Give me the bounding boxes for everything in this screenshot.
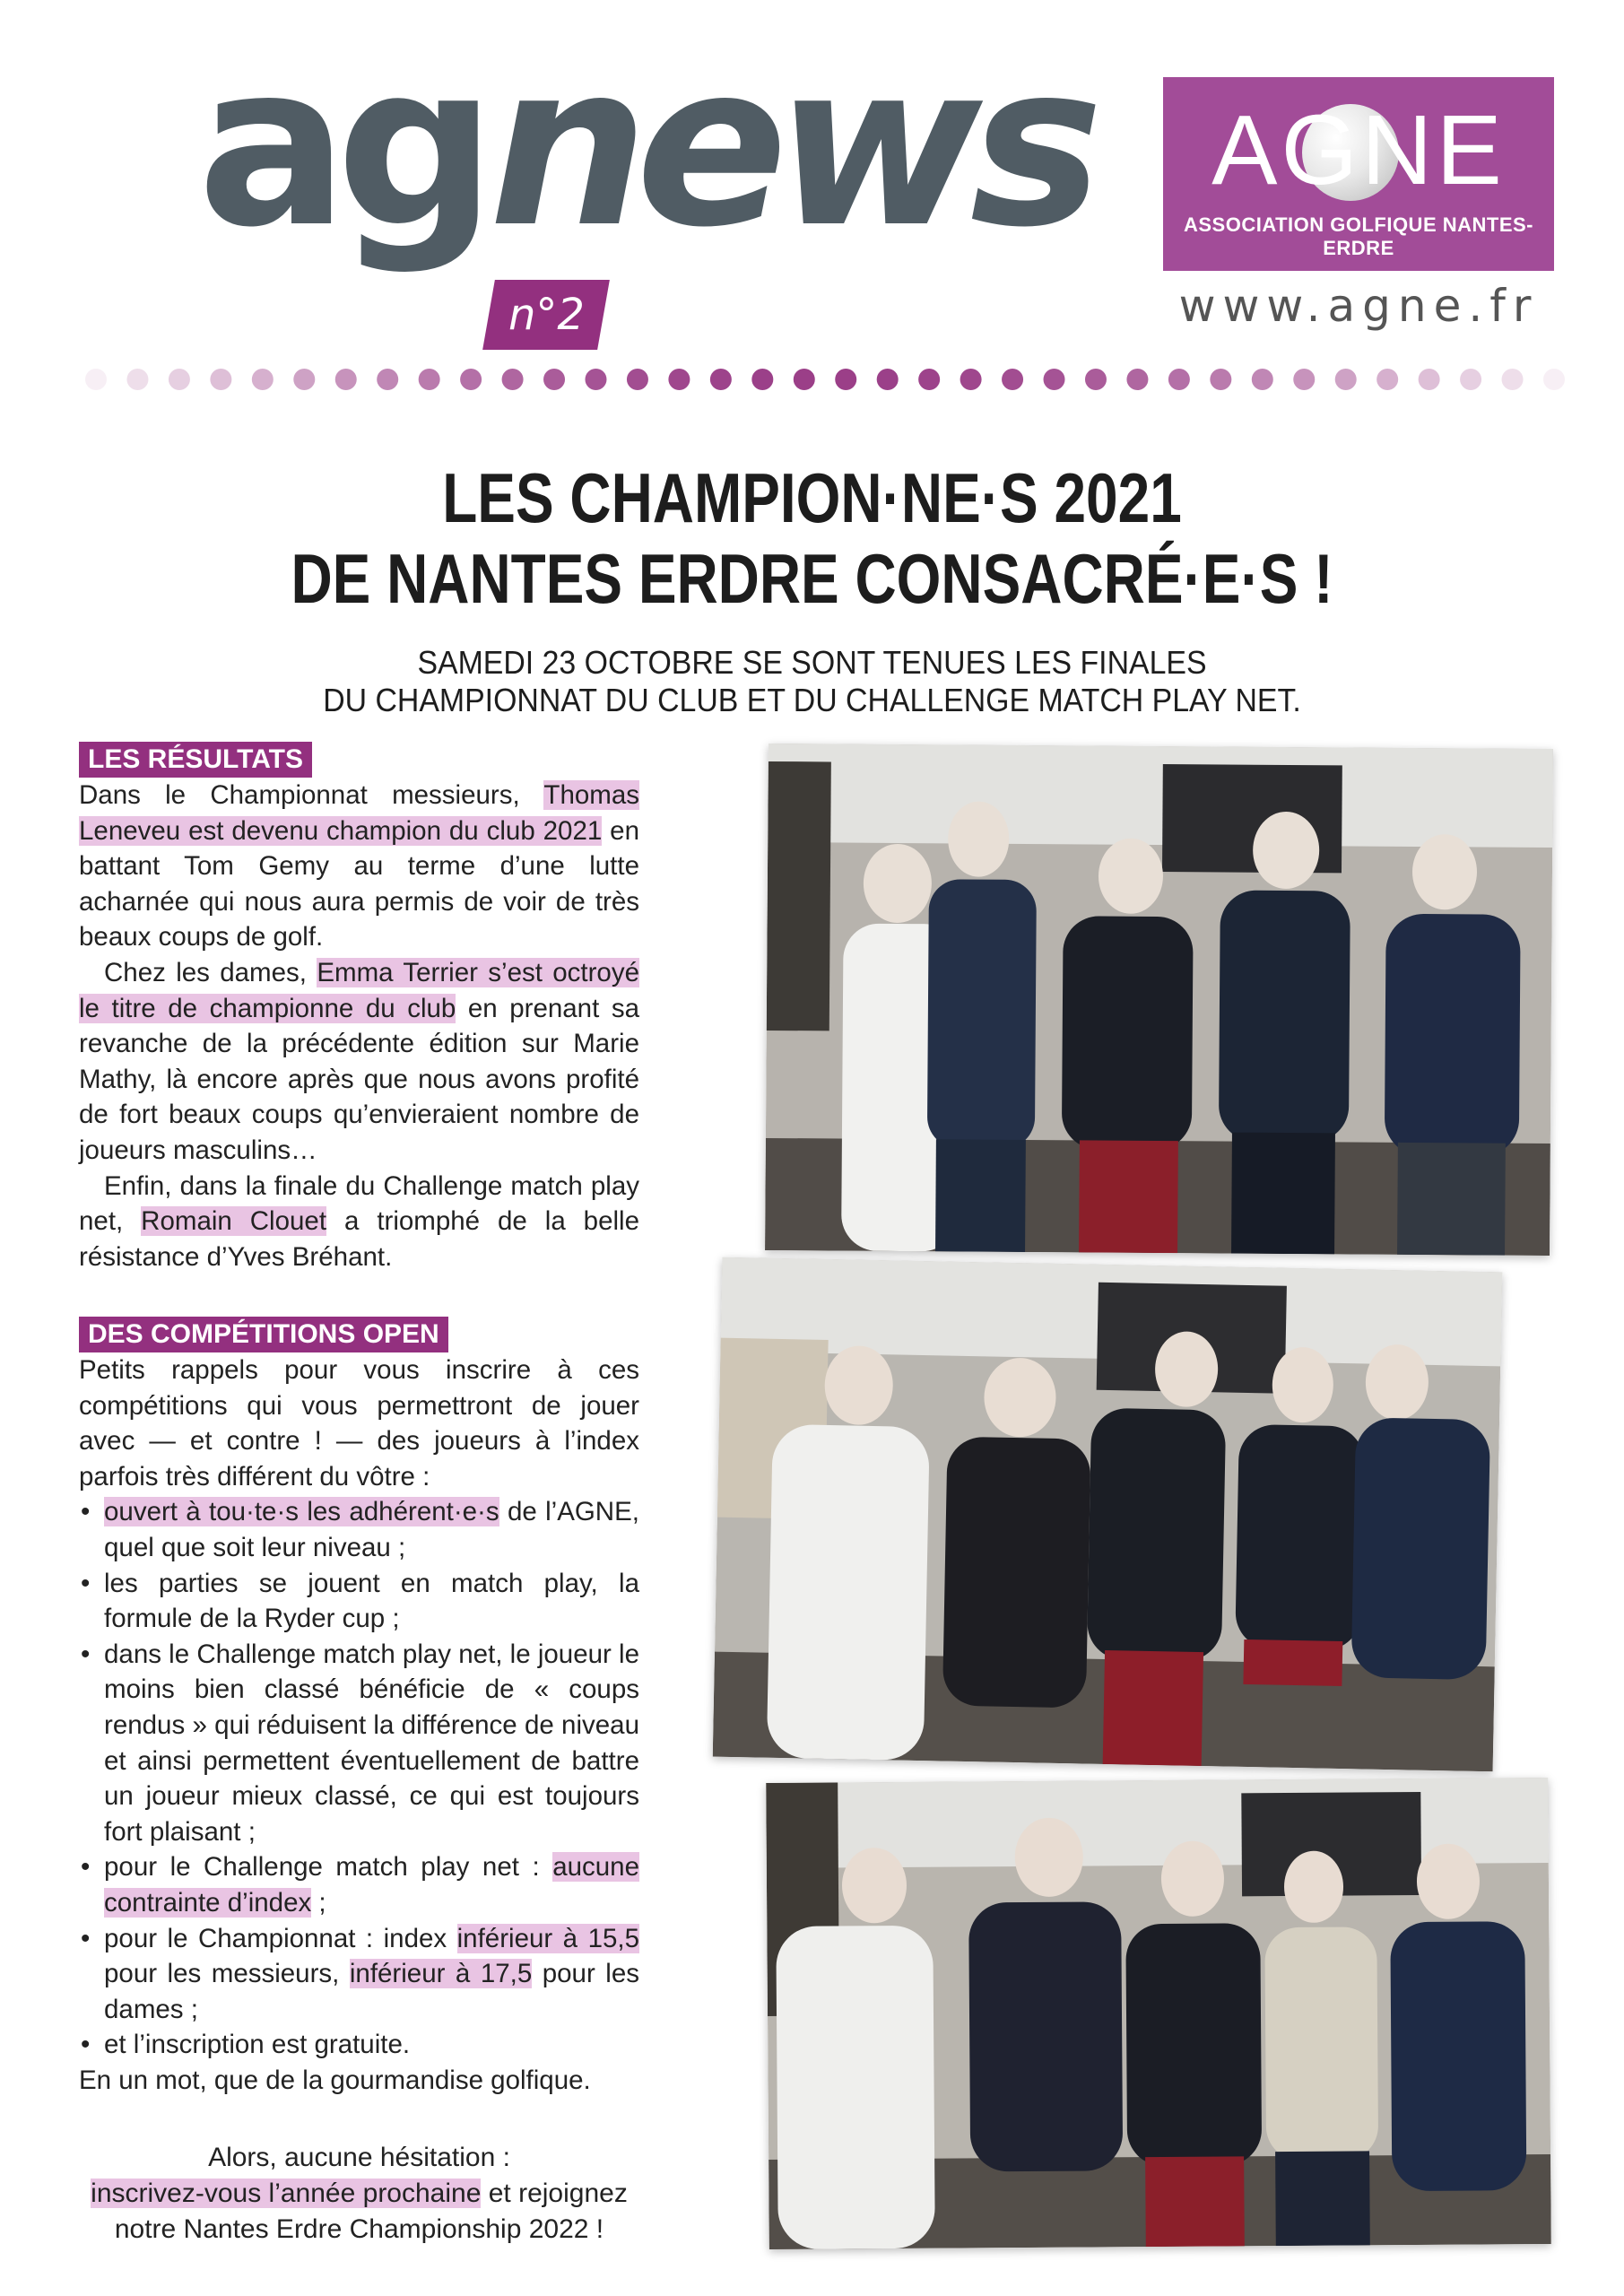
divider-dot	[710, 369, 732, 390]
text: a triomphé de la belle résistance d’Yves Bréhant.	[79, 1206, 640, 1272]
list-item	[79, 1921, 639, 2028]
divider-dot	[1502, 369, 1524, 390]
results-paragraph-2	[79, 955, 639, 1169]
closing-line-2	[79, 2176, 639, 2248]
divider-dot	[585, 369, 606, 390]
masthead-title-news: news	[489, 15, 1091, 276]
photo-image	[766, 1778, 1551, 2249]
text: ;	[311, 1887, 326, 1918]
results-section	[79, 742, 639, 1274]
divider-dot	[835, 369, 856, 390]
divider-dot	[1044, 369, 1065, 390]
subheadline-line-2: DU CHAMPIONNAT DU CLUB ET DU CHALLENGE MATCH PLAY NET.	[323, 682, 1301, 718]
divider-dot	[335, 369, 357, 390]
list-item	[79, 1849, 639, 1920]
highlight-thomas: Thomas Leneveu est devenu champion du club 2021	[79, 780, 639, 846]
highlight-romain: Romain Clouet	[141, 1206, 327, 1237]
divider-dot	[210, 369, 231, 390]
open-outro: En un mot, que de la gourmandise golfique.	[79, 2065, 591, 2095]
photo-winners-men	[765, 744, 1553, 1256]
divider-dot	[543, 369, 565, 390]
list-item	[79, 1494, 639, 1565]
text: en prenant sa revanche de la précédente édition sur Marie Mathy, là encore après que nous avons profité de fort beaux coups qu’envieraient nombre de joueurs masculins…	[79, 993, 639, 1165]
highlight-emma: Emma Terrier s’est octroyé le titre de championne du club	[79, 957, 639, 1023]
divider-dot	[668, 369, 690, 390]
page-subheadline	[48, 644, 1575, 719]
divider-dot	[1252, 369, 1273, 390]
open-intro: Petits rappels pour vous inscrire à ces compétitions qui vous permettront de jouer avec — et contre ! — des joueurs à l’index parfois très différent du vôtre :	[79, 1355, 639, 1492]
divider-dot	[460, 369, 482, 390]
highlight-index-women: inférieur à 17,5	[349, 1959, 533, 1989]
divider-dot	[1419, 369, 1440, 390]
divider-dot	[1460, 369, 1481, 390]
divider-dot	[252, 369, 274, 390]
dot-divider	[85, 366, 1565, 393]
logo-wordmark: AGNE	[1211, 95, 1506, 205]
issue-badge	[482, 280, 610, 350]
photo-winners-challenge	[766, 1778, 1551, 2249]
open-section	[79, 1317, 639, 2098]
highlight-register: inscrivez-vous l’année prochaine	[91, 2179, 482, 2208]
website-url: www.agne.fr	[1178, 280, 1539, 332]
list-item: • dans le Challenge match play net, le joueur le moins bien classé bénéficie de « coups rendus » qui réduisent la différence de niveau et ainsi permettent éventuellement de battre un joueur mieux classé, ce qui est toujours fort plaisant ;	[79, 1637, 639, 1850]
text: pour les dames ;	[104, 1959, 639, 2024]
highlight-no-index: aucune contrainte d’index	[104, 1852, 639, 1918]
divider-dot	[1293, 369, 1315, 390]
text: Enfin, dans la finale du Challenge match play net,	[79, 1170, 639, 1237]
divider-dot	[169, 369, 190, 390]
divider-dot	[1335, 369, 1357, 390]
photo-winners-women	[713, 1257, 1503, 1772]
list-item: • et l’inscription est gratuite.	[79, 2027, 639, 2063]
text: et rejoignez notre Nantes Erdre Championship 2022 !	[114, 2179, 628, 2244]
divider-dot	[627, 369, 648, 390]
photo-image	[713, 1257, 1503, 1772]
page-headline	[146, 457, 1478, 619]
agne-logo	[1163, 77, 1554, 271]
open-bullet-list	[79, 1494, 639, 2063]
headline-line-2: DE NANTES ERDRE CONSACRÉ·E·S !	[291, 539, 1333, 618]
closing-call-to-action	[79, 2140, 639, 2248]
headline-line-1: LES CHAMPION·NE·S 2021	[442, 458, 1182, 537]
list-item: • les parties se jouent en match play, la formule de la Ryder cup ;	[79, 1566, 639, 1637]
divider-dot	[85, 369, 107, 390]
divider-dot	[960, 369, 982, 390]
photo-image	[765, 744, 1553, 1256]
divider-dot	[751, 369, 773, 390]
divider-dot	[419, 369, 440, 390]
divider-dot	[1543, 369, 1565, 390]
text: Dans le Championnat messieurs,	[79, 780, 544, 810]
highlight-index-men: inférieur à 15,5	[456, 1923, 639, 1953]
divider-dot	[126, 369, 148, 390]
masthead-title-ag: ag	[197, 15, 484, 276]
divider-dot	[1168, 369, 1190, 390]
text: en battant Tom Gemy au terme d’une lutte acharnée qui nous aura permis de voir de très beaux coups de golf.	[79, 815, 639, 952]
text: pour le Championnat : index	[104, 1923, 457, 1953]
results-label: LES RÉSULTATS	[79, 742, 312, 778]
divider-dot	[1210, 369, 1231, 390]
logo-subtitle: ASSOCIATION GOLFIQUE NANTES-ERDRE	[1183, 213, 1534, 259]
results-paragraph-3	[79, 1169, 639, 1275]
closing-line-1: Alors, aucune hésitation :	[208, 2143, 510, 2172]
divider-dot	[794, 369, 815, 390]
results-paragraph-1	[79, 778, 639, 955]
open-label: DES COMPÉTITIONS OPEN	[79, 1317, 448, 1352]
divider-dot	[1085, 369, 1107, 390]
issue-number: n°2	[508, 290, 585, 340]
text: Chez les dames,	[104, 957, 317, 987]
divider-dot	[1376, 369, 1398, 390]
text: de l’AGNE, quel que soit leur niveau ;	[104, 1497, 639, 1562]
subheadline-line-1: SAMEDI 23 OCTOBRE SE SONT TENUES LES FINALES	[417, 644, 1207, 681]
divider-dot	[1002, 369, 1023, 390]
highlight-open-to-all: ouvert à tou·te·s les adhérent·e·s	[104, 1497, 499, 1527]
divider-dot	[1126, 369, 1148, 390]
divider-dot	[918, 369, 940, 390]
text: pour le Challenge match play net :	[104, 1852, 553, 1883]
text: pour les messieurs,	[104, 1959, 350, 1989]
divider-dot	[502, 369, 524, 390]
divider-dot	[293, 369, 315, 390]
divider-dot	[377, 369, 398, 390]
divider-dot	[877, 369, 899, 390]
